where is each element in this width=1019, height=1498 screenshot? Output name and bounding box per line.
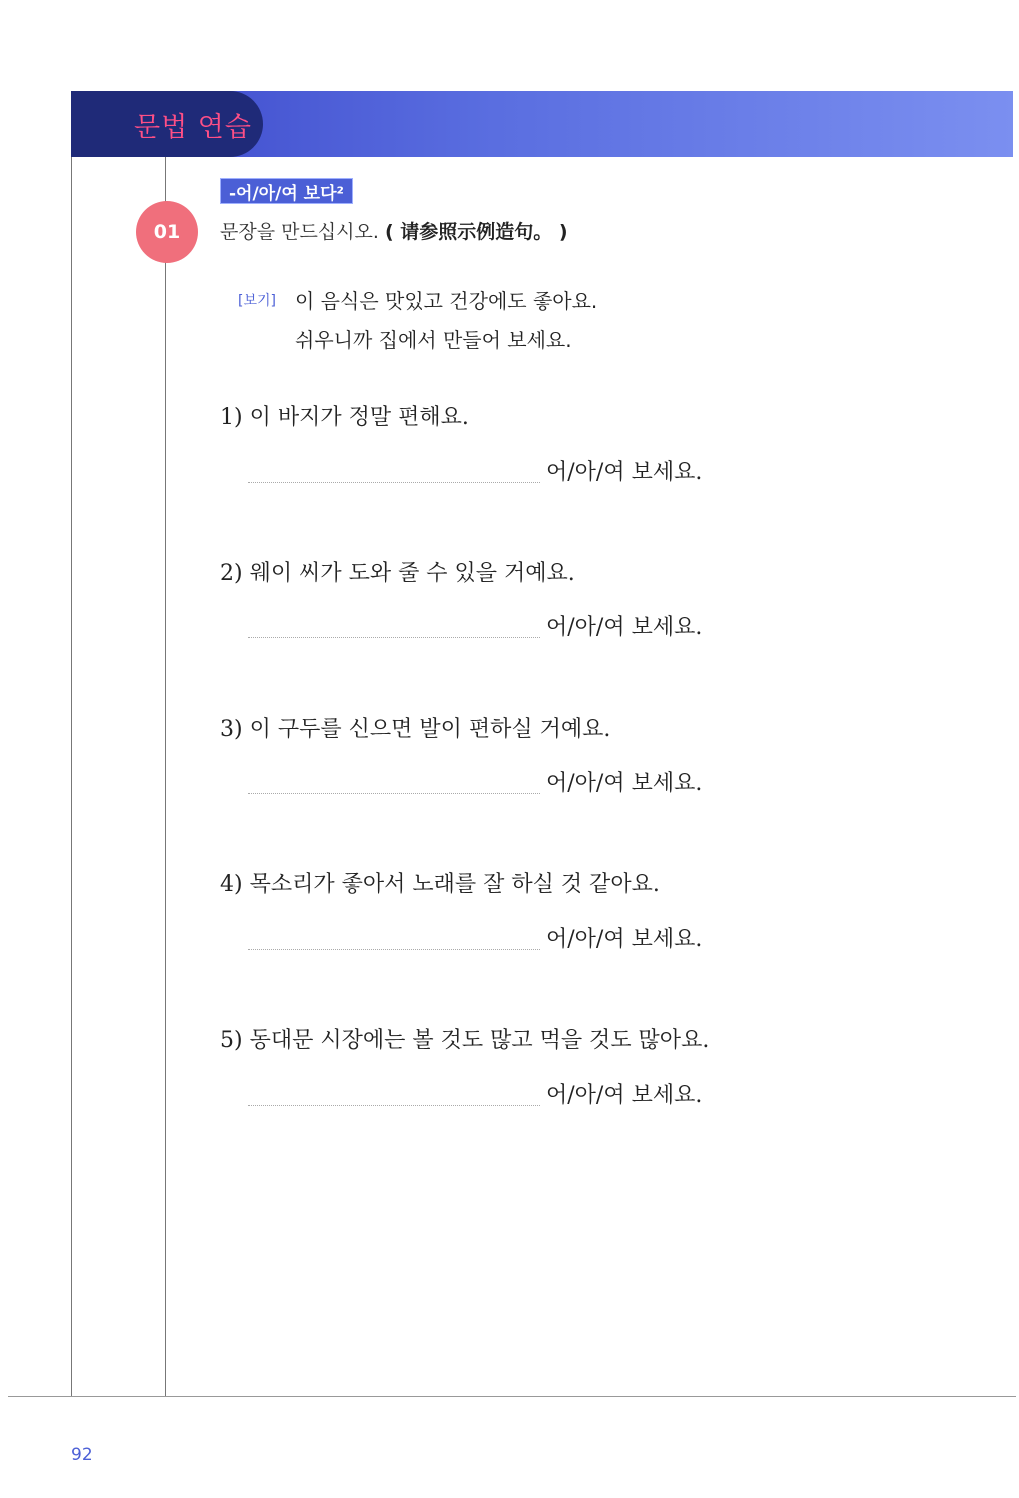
bottom-rule [8, 1396, 1016, 1397]
answer-blank-2[interactable] [248, 637, 540, 638]
instruction-korean: 문장을 만드십시오. [220, 221, 379, 243]
answer-suffix-3: 어/아/여 보세요. [546, 771, 703, 796]
header-tab [71, 91, 263, 157]
question-1: 1) 이 바지가 정말 편해요. [220, 405, 469, 430]
answer-suffix-5: 어/아/여 보세요. [546, 1083, 703, 1108]
page-number: 92 [71, 1445, 93, 1465]
answer-blank-1[interactable] [248, 482, 540, 483]
example-line-1: 이 음식은 맛있고 건강에도 좋아요. [295, 289, 598, 313]
answer-blank-4[interactable] [248, 949, 540, 950]
answer-suffix-4: 어/아/여 보세요. [546, 927, 703, 952]
exercise-number-badge: 01 [136, 201, 198, 263]
answer-suffix-1: 어/아/여 보세요. [546, 460, 703, 485]
question-5: 5) 동대문 시장에는 볼 것도 많고 먹을 것도 많아요. [220, 1028, 710, 1053]
answer-blank-5[interactable] [248, 1105, 540, 1106]
instruction [220, 217, 568, 244]
grammar-tag: -어/아/여 보다² [220, 178, 353, 204]
page-title: 문법 연습 [134, 111, 252, 143]
question-3: 3) 이 구두를 신으면 발이 편하실 거예요. [220, 717, 611, 742]
answer-blank-3[interactable] [248, 793, 540, 794]
instruction-chinese: ( 请参照示例造句。 ) [384, 221, 568, 243]
example-line-2: 쉬우니까 집에서 만들어 보세요. [295, 328, 572, 352]
left-margin-line [71, 157, 72, 1397]
answer-suffix-2: 어/아/여 보세요. [546, 615, 703, 640]
inner-margin-line [165, 157, 166, 1397]
question-4: 4) 목소리가 좋아서 노래를 잘 하실 것 같아요. [220, 872, 660, 897]
example-label: [보기] [238, 293, 276, 309]
question-2: 2) 웨이 씨가 도와 줄 수 있을 거예요. [220, 561, 575, 586]
